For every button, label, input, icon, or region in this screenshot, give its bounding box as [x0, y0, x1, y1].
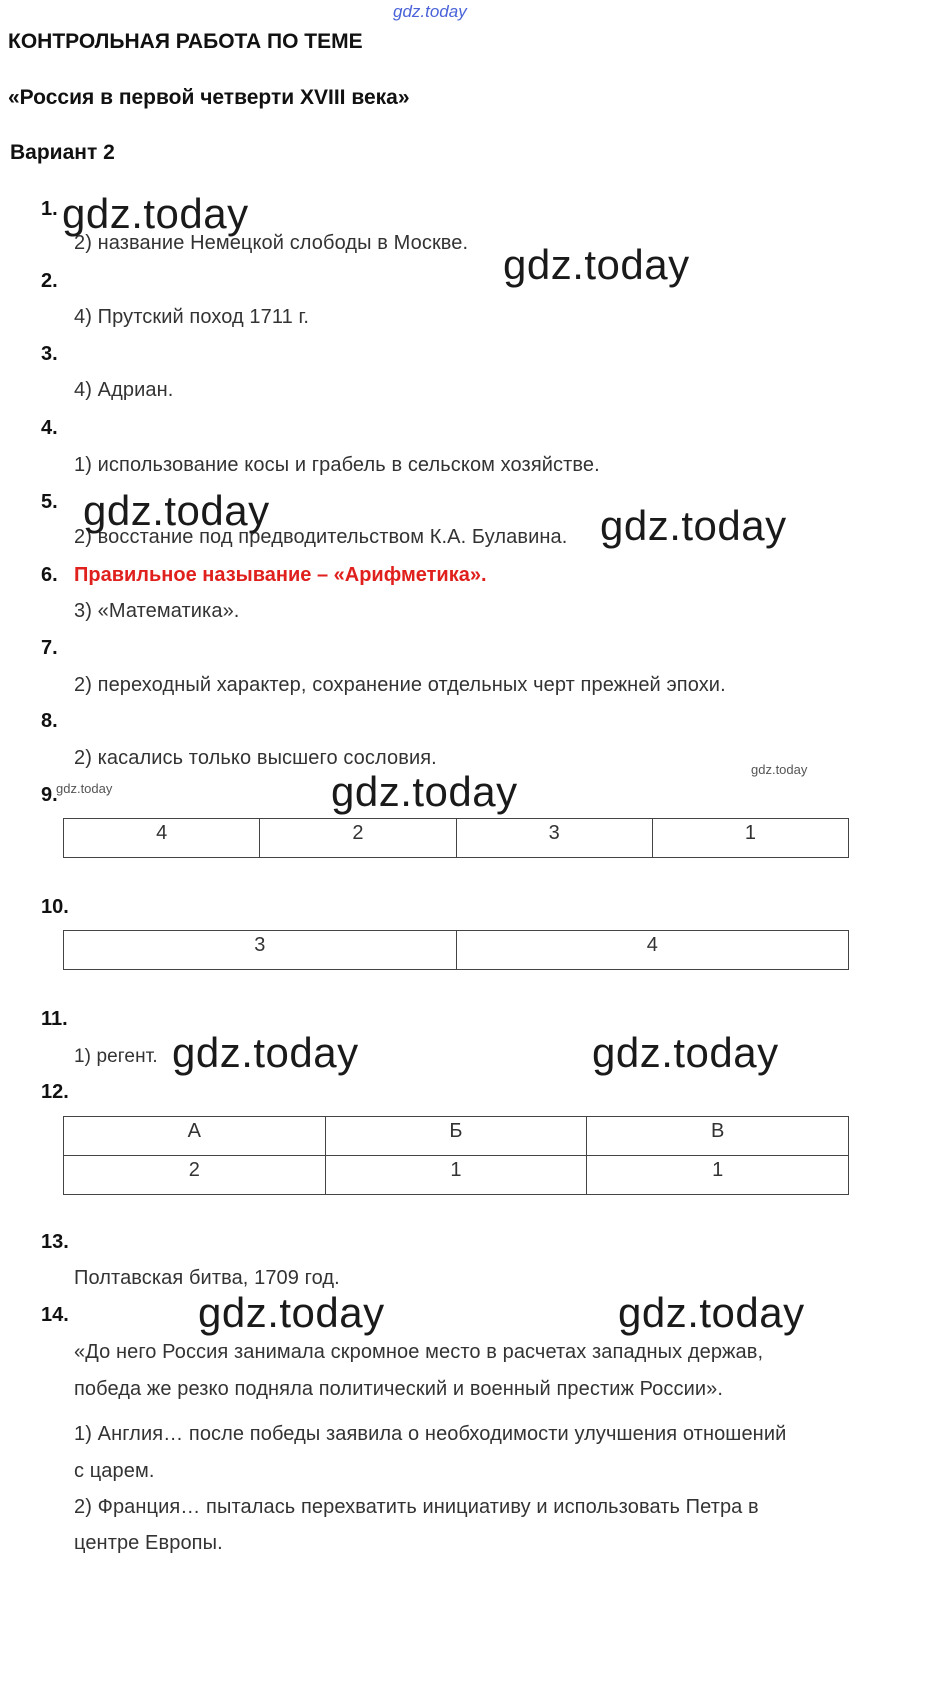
table-cell: 2	[64, 1156, 326, 1195]
table-row	[64, 931, 849, 970]
question-number: 1.	[41, 198, 58, 220]
table-cell: 3	[456, 819, 652, 858]
table-cell: 2	[260, 819, 456, 858]
watermark: gdz.today	[62, 190, 249, 237]
answer-text: 2) касались только высшего сословия.	[74, 747, 437, 769]
question-number: 5.	[41, 491, 58, 513]
question-number: 11.	[41, 1008, 68, 1030]
answer-text: 3) «Математика».	[74, 600, 240, 622]
watermark: gdz.today	[503, 241, 690, 288]
question-number: 10.	[41, 896, 69, 918]
table-cell: 4	[456, 931, 849, 970]
watermark: gdz.today	[331, 768, 518, 815]
question-number: 3.	[41, 343, 58, 365]
table-row	[64, 1156, 849, 1195]
answer-text: с царем.	[74, 1460, 155, 1482]
page-subtitle: «Россия в первой четверти XVIII века»	[8, 86, 410, 109]
answer-table-12	[63, 1116, 849, 1195]
watermark: gdz.today	[198, 1289, 385, 1336]
correction-note: Правильное называние – «Арифметика».	[74, 564, 487, 586]
table-row	[64, 819, 849, 858]
answer-text: 2) переходный характер, сохранение отдельных черт прежней эпохи.	[74, 674, 726, 696]
answer-table-10	[63, 930, 849, 970]
watermark: gdz.today	[600, 502, 787, 549]
watermark: gdz.today	[172, 1029, 359, 1076]
table-header-row	[64, 1117, 849, 1156]
watermark: gdz.today	[83, 487, 270, 534]
watermark: gdz.today	[618, 1289, 805, 1336]
watermark-top: gdz.today	[393, 2, 467, 21]
question-number: 6.	[41, 564, 58, 586]
answer-text: 1) регент.	[74, 1046, 158, 1067]
question-number: 9.	[41, 784, 58, 806]
watermark-small: gdz.today	[56, 781, 113, 796]
answer-table-9	[63, 818, 849, 858]
quote-line: победа же резко подняла политический и военный престиж России».	[74, 1378, 724, 1400]
table-cell: 1	[652, 819, 848, 858]
table-header-cell: Б	[325, 1117, 587, 1156]
table-cell: 1	[587, 1156, 849, 1195]
question-number: 14.	[41, 1304, 69, 1326]
answer-text: 2) восстание под предводительством К.А. Булавина.	[74, 526, 568, 548]
watermark: gdz.today	[592, 1029, 779, 1076]
question-number: 8.	[41, 710, 58, 732]
table-header-cell: А	[64, 1117, 326, 1156]
answer-text: 4) Прутский поход 1711 г.	[74, 306, 310, 328]
answer-text: 2) название Немецкой слободы в Москве.	[74, 232, 469, 254]
variant-label: Вариант 2	[10, 141, 115, 164]
answer-text: 1) Англия… после победы заявила о необходимости улучшения отношений	[74, 1423, 787, 1445]
quote-line: «До него Россия занимала скромное место в расчетах западных держав,	[74, 1341, 764, 1363]
answer-text: Полтавская битва, 1709 год.	[74, 1267, 340, 1289]
table-cell: 1	[325, 1156, 587, 1195]
answer-text: центре Европы.	[74, 1532, 223, 1554]
question-number: 13.	[41, 1231, 69, 1253]
page-title: КОНТРОЛЬНАЯ РАБОТА ПО ТЕМЕ	[8, 30, 363, 53]
question-number: 2.	[41, 270, 58, 292]
table-cell: 3	[64, 931, 457, 970]
answer-text: 2) Франция… пыталась перехватить инициативу и использовать Петра в	[74, 1496, 759, 1518]
table-header-cell: В	[587, 1117, 849, 1156]
answer-text: 1) использование косы и грабель в сельском хозяйстве.	[74, 454, 600, 476]
watermark-small: gdz.today	[751, 762, 808, 777]
question-number: 4.	[41, 417, 58, 439]
question-number: 12.	[41, 1081, 69, 1103]
answer-text: 4) Адриан.	[74, 379, 174, 401]
table-cell: 4	[64, 819, 260, 858]
question-number: 7.	[41, 637, 58, 659]
